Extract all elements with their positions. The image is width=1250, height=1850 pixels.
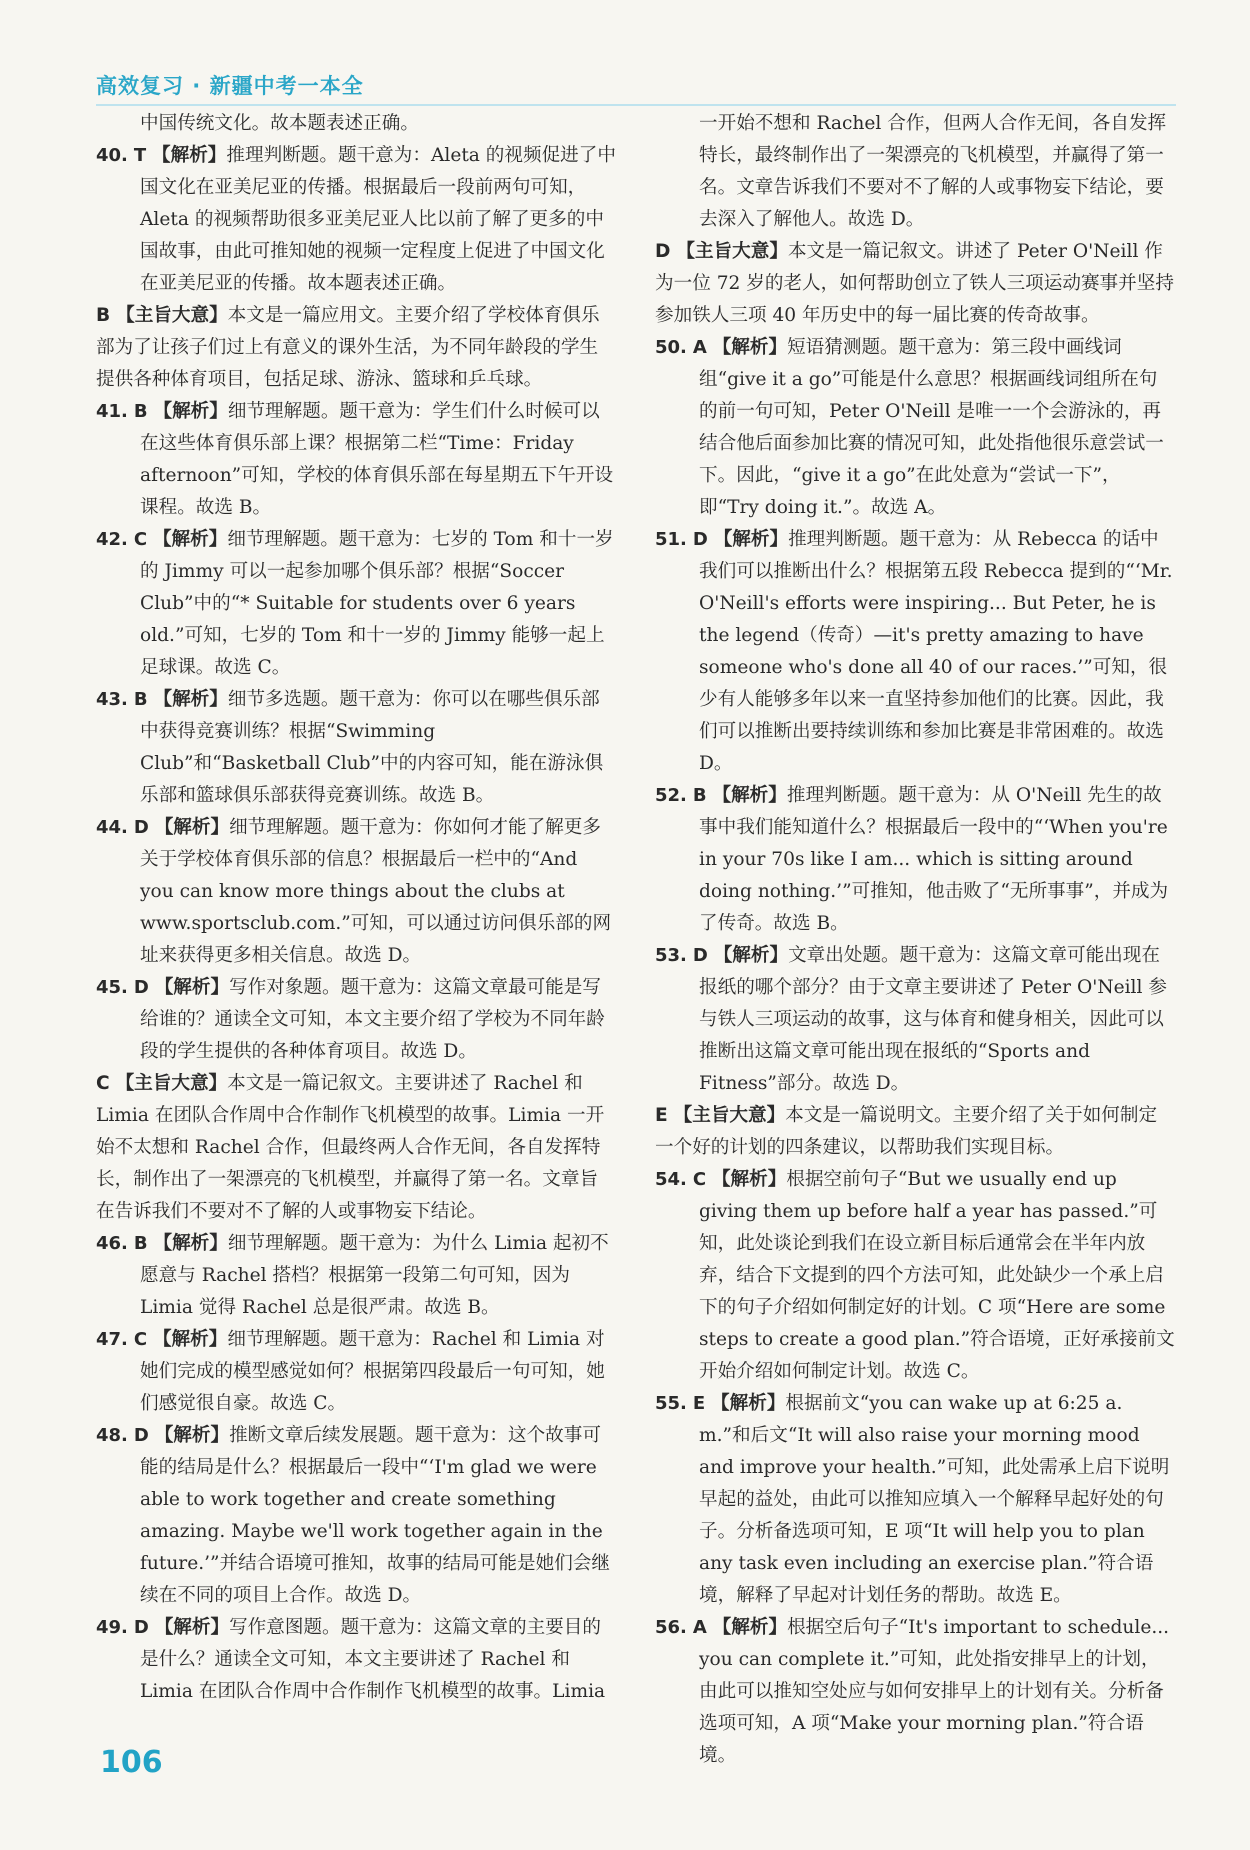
answer-item (96, 684, 616, 812)
answer-item (96, 1228, 616, 1324)
answer-letter: E (692, 1393, 706, 1414)
analysis-text: 推断文章后续发展题。题干意为：这个故事可能的结局是什么？根据最后一段中“‘I'm glad we were able to work together and create something amazing. Maybe we'll work together again in the future.’”并结合语境可推知，故事的结局可能是她们会继续在不同的项目上合作。故选 D。 (140, 1425, 610, 1606)
question-number: 47. (96, 1329, 128, 1350)
analysis-text: 根据空后句子“It's important to schedule... you can complete it.”可知，此处指安排早上的计划，由此可以推知空处应与如何安排早上的计划有关。分析备选项可知，A 项“Make your morning plan.”符合语境。 (699, 1617, 1170, 1766)
summary-tag: 【主旨大意】 (116, 305, 228, 326)
analysis-text: 根据空前句子“But we usually end up giving them up before half a year has passed.”可知，此处谈论到我们在设立新目标后通常会在半年内放弃，结合下文提到的四个方法可知，此处缺少一个承上启下的句子介绍如何制定好的计划。C 项“Here are some steps to create a good plan.”符合语境，正好承接前文开始介绍如何制定计划。故选 C。 (699, 1169, 1175, 1382)
answer-item (96, 1612, 616, 1708)
summary-text: 本文是一篇记叙文。讲述了 Peter O'Neill 作为一位 72 岁的老人，如何帮助创立了铁人三项运动赛事并坚持参加铁人三项 40 年历史中的每一届比赛的传奇故事。 (655, 241, 1174, 326)
analysis-tag: 【解析】 (712, 785, 787, 806)
summary-tag: 【主旨大意】 (115, 1073, 228, 1094)
answer-item (96, 972, 616, 1068)
section-letter: D (655, 241, 671, 262)
question-number: 40. (96, 145, 128, 166)
analysis-text: 细节理解题。题干意为：七岁的 Tom 和十一岁的 Jimmy 可以一起参加哪个俱乐部？根据“Soccer Club”中的“* Suitable for students over 6 years old.”可知，七岁的 Tom 和十一岁的 Jimmy 能够一起上足球课。故选 C。 (140, 529, 614, 678)
answer-letter: A (692, 1617, 707, 1638)
question-number: 42. (96, 529, 128, 550)
question-number: 56. (655, 1617, 687, 1638)
analysis-text: 短语猜测题。题干意为：第三段中画线词组“give it a go”可能是什么意思？根据画线词组所在句的前一句可知，Peter O'Neill 是唯一一个会游泳的，再结合他后面参加比赛的情况可知，此处指他很乐意尝试一下。因此，“give it a go”在此处意为“尝试一下”，即“Try doing it.”。故选 A。 (699, 337, 1164, 518)
answer-letter: D (692, 529, 708, 550)
answer-item (655, 940, 1175, 1100)
question-number: 50. (655, 337, 687, 358)
analysis-tag: 【解析】 (712, 1617, 788, 1638)
answer-letter: B (133, 689, 148, 710)
answer-letter: C (692, 1169, 707, 1190)
analysis-text: 写作对象题。题干意为：这篇文章最可能是写给谁的？通读全文可知，本文主要介绍了学校为不同年龄段的学生提供的各种体育项目。故选 D。 (140, 977, 605, 1062)
section-summary (655, 236, 1175, 332)
analysis-tag: 【解析】 (153, 401, 228, 422)
header-rule (96, 104, 1176, 106)
answer-letter: A (692, 337, 707, 358)
answer-item (96, 140, 616, 300)
analysis-tag: 【解析】 (154, 1425, 230, 1446)
analysis-text: 推理判断题。题干意为：从 Rebecca 的话中我们可以推断出什么？根据第五段 Rebecca 提到的“‘Mr. O'Neill's efforts were inspiring... But Peter, he is the legend（传奇）—it's pretty amazing to have someone who's done all 40 of our races.’”可知，很少有人能够多年以来一直坚持参加他们的比赛。因此，我们可以推断出要持续训练和参加比赛是非常困难的。故选 D。 (699, 529, 1173, 774)
analysis-text: 推理判断题。题干意为：从 O'Neill 先生的故事中我们能知道什么？根据最后一段中的“‘When you're in your 70s like I am... which is sitting around doing nothing.’”可推知，他击败了“无所事事”，并成为了传奇。故选 B。 (699, 785, 1169, 934)
analysis-tag: 【解析】 (711, 1169, 787, 1190)
question-number: 45. (96, 977, 128, 998)
section-summary (96, 300, 616, 396)
left-column (96, 108, 616, 1708)
analysis-tag: 【解析】 (152, 1329, 228, 1350)
paragraph-text: 一开始不想和 Rachel 合作，但两人合作无间，各自发挥特长，最终制作出了一架漂亮的飞机模型，并赢得了第一名。文章告诉我们不要对不了解的人或事物妄下结论，要去深入了解他人。故选 D。 (699, 113, 1167, 230)
answer-letter: T (133, 145, 147, 166)
summary-text: 本文是一篇记叙文。主要讲述了 Rachel 和 Limia 在团队合作周中合作制作飞机模型的故事。Limia 一开始不太想和 Rachel 合作，但最终两人合作无间，各自发挥特长，制作出了一架漂亮的飞机模型，并赢得了第一名。文章旨在告诉我们不要对不了解的人或事物妄下结论。 (96, 1073, 605, 1222)
answer-item (96, 1420, 616, 1612)
analysis-text: 文章出处题。题干意为：这篇文章可能出现在报纸的哪个部分？由于文章主要讲述了 Peter O'Neill 参与铁人三项运动的故事，这与体育和健身相关，因此可以推断出这篇文章可能出现在报纸的“Sports and Fitness”部分。故选 D。 (699, 945, 1167, 1094)
answer-letter: B (133, 1233, 148, 1254)
analysis-tag: 【解析】 (711, 1393, 786, 1414)
question-number: 49. (96, 1617, 128, 1638)
analysis-tag: 【解析】 (154, 817, 230, 838)
section-letter: B (96, 305, 111, 326)
question-number: 52. (655, 785, 687, 806)
summary-text: 本文是一篇应用文。主要介绍了学校体育俱乐部为了让孩子们过上有意义的课外生活，为不同年龄段的学生提供各种体育项目，包括足球、游泳、篮球和乒乓球。 (96, 305, 600, 390)
page-number: 106 (100, 1745, 163, 1780)
question-number: 54. (655, 1169, 687, 1190)
analysis-tag: 【解析】 (712, 337, 788, 358)
analysis-tag: 【解析】 (713, 529, 789, 550)
section-letter: E (655, 1105, 668, 1126)
section-summary (655, 1100, 1175, 1164)
question-number: 53. (655, 945, 687, 966)
answer-letter: C (133, 1329, 148, 1350)
answer-item (96, 812, 616, 972)
analysis-text: 细节理解题。题干意为：为什么 Limia 起初不愿意与 Rachel 搭档？根据第一段第二句可知，因为 Limia 觉得 Rachel 总是很严肃。故选 B。 (140, 1233, 609, 1318)
analysis-tag: 【解析】 (713, 945, 789, 966)
analysis-tag: 【解析】 (152, 529, 228, 550)
answer-letter: D (133, 817, 149, 838)
answer-letter: D (133, 977, 149, 998)
question-number: 44. (96, 817, 128, 838)
analysis-text: 推理判断题。题干意为：Aleta 的视频促进了中国文化在亚美尼亚的传播。根据最后一段前两句可知，Aleta 的视频帮助很多亚美尼亚人比以前了解了更多的中国故事，由此可推知她的视频一定程度上促进了中国文化在亚美尼亚的传播。故本题表述正确。 (140, 145, 616, 294)
answer-item (655, 524, 1175, 780)
paragraph-text: 中国传统文化。故本题表述正确。 (140, 113, 419, 134)
analysis-tag: 【解析】 (153, 689, 228, 710)
question-number: 46. (96, 1233, 128, 1254)
summary-tag: 【主旨大意】 (676, 241, 788, 262)
continued-text (96, 108, 616, 140)
right-column (655, 108, 1175, 1772)
section-summary (96, 1068, 616, 1228)
section-letter: C (96, 1073, 110, 1094)
question-number: 41. (96, 401, 128, 422)
analysis-text: 根据前文“you can wake up at 6:25 a. m.”和后文“It will also raise your morning mood and improve your health.”可知，此处需承上启下说明早起的益处，由此可以推知应填入一个解释早起好处的句子。分析备选项可知，E 项“It will help you to plan any task even including an exercise plan.”符合语境，解释了早起对计划任务的帮助。故选 E。 (699, 1393, 1170, 1606)
answer-item (655, 1388, 1175, 1612)
analysis-text: 细节理解题。题干意为：你如何才能了解更多关于学校体育俱乐部的信息？根据最后一栏中的“And you can know more things about the clubs at www.sportsclub.com.”可知，可以通过访问俱乐部的网址来获得更多相关信息。故选 D。 (140, 817, 612, 966)
answer-letter: B (692, 785, 707, 806)
answer-item (96, 396, 616, 524)
question-number: 55. (655, 1393, 687, 1414)
answer-item (655, 780, 1175, 940)
answer-item (96, 1324, 616, 1420)
answer-letter: C (133, 529, 148, 550)
answer-item (96, 524, 616, 684)
analysis-text: 细节理解题。题干意为：学生们什么时候可以在这些体育俱乐部上课？根据第二栏“Time：Friday afternoon”可知，学校的体育俱乐部在每星期五下午开设课程。故选 B。 (140, 401, 614, 518)
answer-item (655, 1612, 1175, 1772)
analysis-tag: 【解析】 (154, 977, 230, 998)
answer-item (655, 332, 1175, 524)
summary-text: 本文是一篇说明文。主要介绍了关于如何制定一个好的计划的四条建议，以帮助我们实现目标。 (655, 1105, 1158, 1158)
question-number: 51. (655, 529, 687, 550)
question-number: 43. (96, 689, 128, 710)
analysis-text: 写作意图题。题干意为：这篇文章的主要目的是什么？通读全文可知，本文主要讲述了 Rachel 和 Limia 在团队合作周中合作制作飞机模型的故事。Limia (140, 1617, 606, 1702)
answer-item (655, 1164, 1175, 1388)
question-number: 48. (96, 1425, 128, 1446)
analysis-text: 细节理解题。题干意为：Rachel 和 Limia 对她们完成的模型感觉如何？根据第四段最后一句可知，她们感觉很自豪。故选 C。 (140, 1329, 605, 1414)
running-header: 高效复习 · 新疆中考一本全 (96, 74, 364, 98)
answer-letter: D (692, 945, 708, 966)
answer-letter: D (133, 1617, 149, 1638)
analysis-text: 细节多选题。题干意为：你可以在哪些俱乐部中获得竞赛训练？根据“Swimming Club”和“Basketball Club”中的内容可知，能在游泳俱乐部和篮球俱乐部获得竞赛训练。故选 B。 (140, 689, 604, 806)
answer-letter: D (133, 1425, 149, 1446)
analysis-tag: 【解析】 (153, 1233, 228, 1254)
continued-text (655, 108, 1175, 236)
summary-tag: 【主旨大意】 (673, 1105, 786, 1126)
analysis-tag: 【解析】 (152, 145, 227, 166)
answer-letter: B (133, 401, 148, 422)
analysis-tag: 【解析】 (154, 1617, 230, 1638)
